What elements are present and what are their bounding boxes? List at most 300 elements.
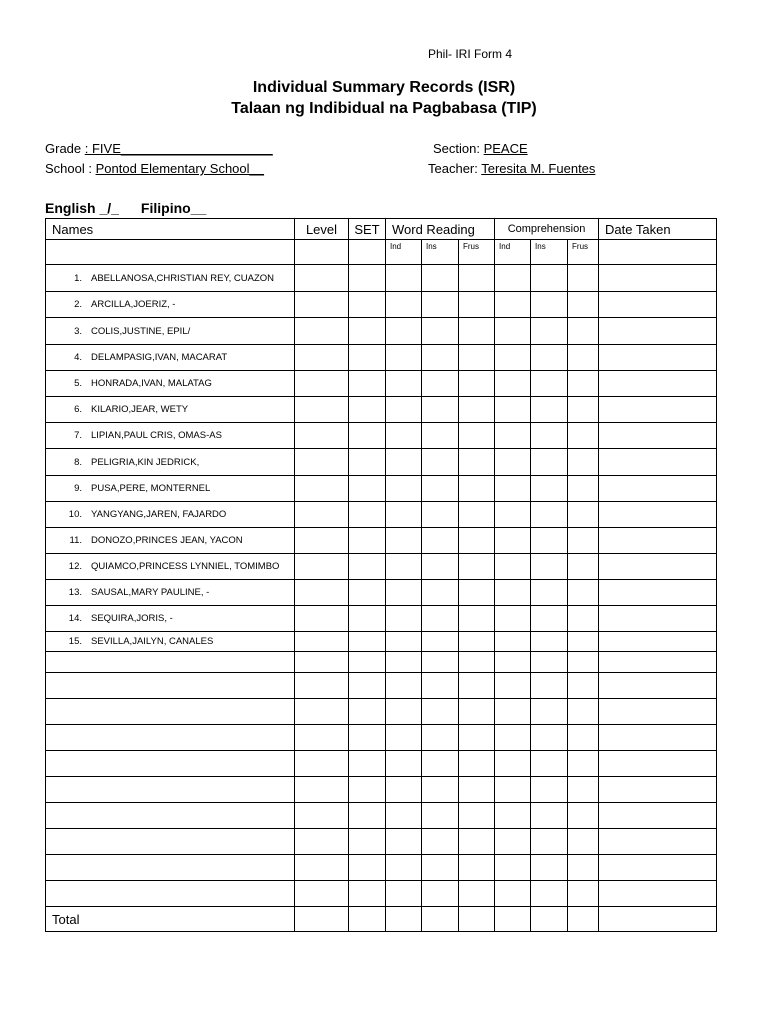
score-cell xyxy=(459,476,495,502)
score-cell xyxy=(386,881,422,907)
score-cell xyxy=(599,777,717,803)
student-name-cell xyxy=(46,292,295,318)
score-cell xyxy=(531,476,568,502)
score-cell xyxy=(349,632,386,652)
student-name: PELIGRIA,KIN JEDRICK, xyxy=(91,456,200,468)
score-cell xyxy=(422,476,459,502)
score-cell xyxy=(459,751,495,777)
score-cell xyxy=(422,371,459,397)
blank-cell xyxy=(46,240,295,265)
score-cell xyxy=(349,502,386,528)
score-cell xyxy=(599,423,717,449)
score-cell xyxy=(495,907,531,932)
score-cell xyxy=(568,502,599,528)
score-cell xyxy=(295,803,349,829)
score-cell xyxy=(599,528,717,554)
score-cell xyxy=(495,554,531,580)
score-cell xyxy=(46,751,295,777)
blank-cell xyxy=(599,240,717,265)
student-row xyxy=(46,345,717,371)
score-cell xyxy=(531,725,568,751)
score-cell xyxy=(568,345,599,371)
score-cell xyxy=(568,855,599,881)
student-row xyxy=(46,449,717,476)
score-cell xyxy=(459,528,495,554)
score-cell xyxy=(495,502,531,528)
empty-row xyxy=(46,751,717,777)
score-cell xyxy=(531,554,568,580)
score-cell xyxy=(568,829,599,855)
score-cell xyxy=(459,632,495,652)
score-cell xyxy=(531,881,568,907)
subheader-row xyxy=(46,240,717,265)
student-name-cell xyxy=(46,476,295,502)
score-cell xyxy=(459,502,495,528)
score-cell xyxy=(349,606,386,632)
score-cell xyxy=(599,699,717,725)
student-number: 1. xyxy=(74,272,82,284)
date-taken-header: Date Taken xyxy=(599,219,717,240)
score-cell xyxy=(386,725,422,751)
grade-value: : FIVE_____________________ xyxy=(84,141,273,156)
score-cell xyxy=(46,829,295,855)
score-cell xyxy=(46,699,295,725)
score-cell xyxy=(495,673,531,699)
student-number: 5. xyxy=(74,378,82,389)
score-cell xyxy=(422,265,459,292)
score-cell xyxy=(495,881,531,907)
score-cell xyxy=(422,292,459,318)
score-cell xyxy=(386,345,422,371)
score-cell xyxy=(495,580,531,606)
score-cell xyxy=(459,803,495,829)
empty-row xyxy=(46,777,717,803)
score-cell xyxy=(349,580,386,606)
score-cell xyxy=(349,803,386,829)
student-number: 6. xyxy=(74,404,82,415)
school-value: Pontod Elementary School__ xyxy=(95,161,264,176)
score-cell xyxy=(295,397,349,423)
score-cell xyxy=(349,345,386,371)
teacher-label: Teacher: xyxy=(428,161,482,176)
score-cell xyxy=(495,528,531,554)
score-cell xyxy=(459,345,495,371)
score-cell xyxy=(295,907,349,932)
score-cell xyxy=(599,881,717,907)
score-cell xyxy=(495,652,531,673)
student-row xyxy=(46,318,717,345)
score-cell xyxy=(46,777,295,803)
score-cell xyxy=(531,907,568,932)
score-cell xyxy=(349,476,386,502)
blank-cell xyxy=(295,240,349,265)
score-cell xyxy=(295,580,349,606)
score-cell xyxy=(422,829,459,855)
score-cell xyxy=(531,292,568,318)
score-cell xyxy=(422,502,459,528)
filipino-option: Filipino__ xyxy=(140,200,207,216)
score-cell xyxy=(531,580,568,606)
score-cell xyxy=(568,423,599,449)
score-cell xyxy=(568,580,599,606)
score-cell xyxy=(422,423,459,449)
score-cell xyxy=(295,632,349,652)
score-cell xyxy=(599,673,717,699)
score-cell xyxy=(386,855,422,881)
score-cell xyxy=(295,829,349,855)
student-number: 4. xyxy=(74,352,82,363)
score-cell xyxy=(386,803,422,829)
score-cell xyxy=(422,554,459,580)
student-name-cell xyxy=(46,449,295,476)
score-cell xyxy=(599,803,717,829)
score-cell xyxy=(295,652,349,673)
student-name: DELAMPASIG,IVAN, MACARAT xyxy=(91,352,228,363)
language-selector xyxy=(45,200,206,216)
score-cell xyxy=(422,528,459,554)
score-cell xyxy=(568,554,599,580)
student-row xyxy=(46,502,717,528)
score-cell xyxy=(386,371,422,397)
score-cell xyxy=(459,829,495,855)
score-cell xyxy=(386,673,422,699)
score-cell xyxy=(349,318,386,345)
empty-row xyxy=(46,829,717,855)
score-cell xyxy=(349,751,386,777)
score-cell xyxy=(531,803,568,829)
score-cell xyxy=(295,699,349,725)
score-cell xyxy=(531,318,568,345)
total-label: Total xyxy=(46,907,295,932)
score-cell xyxy=(599,265,717,292)
score-cell xyxy=(386,397,422,423)
score-cell xyxy=(531,449,568,476)
grade-field xyxy=(45,141,273,156)
student-row xyxy=(46,528,717,554)
student-row xyxy=(46,476,717,502)
score-cell xyxy=(295,449,349,476)
score-cell xyxy=(386,292,422,318)
score-cell xyxy=(295,725,349,751)
score-cell xyxy=(349,423,386,449)
empty-row xyxy=(46,881,717,907)
wr-ind-header: Ind xyxy=(386,240,422,265)
student-name-cell xyxy=(46,580,295,606)
set-header: SET xyxy=(349,219,386,240)
score-cell xyxy=(459,449,495,476)
score-cell xyxy=(495,632,531,652)
score-cell xyxy=(295,554,349,580)
score-cell xyxy=(422,751,459,777)
score-cell xyxy=(568,907,599,932)
score-cell xyxy=(599,476,717,502)
score-cell xyxy=(531,528,568,554)
student-name: LIPIAN,PAUL CRIS, OMAS-AS xyxy=(91,430,222,441)
empty-row xyxy=(46,725,717,751)
score-cell xyxy=(349,371,386,397)
student-name: KILARIO,JEAR, WETY xyxy=(91,404,189,415)
score-cell xyxy=(459,855,495,881)
score-cell xyxy=(295,528,349,554)
student-row xyxy=(46,632,717,652)
student-number: 10. xyxy=(68,509,82,520)
score-cell xyxy=(295,345,349,371)
score-cell xyxy=(495,803,531,829)
score-cell xyxy=(459,371,495,397)
empty-row xyxy=(46,652,717,673)
score-cell xyxy=(568,673,599,699)
student-name-cell xyxy=(46,265,295,292)
student-name-cell xyxy=(46,632,295,652)
score-cell xyxy=(599,829,717,855)
student-name: ARCILLA,JOERIZ, - xyxy=(91,299,176,310)
score-cell xyxy=(422,725,459,751)
score-cell xyxy=(599,502,717,528)
score-cell xyxy=(422,855,459,881)
student-name-cell xyxy=(46,345,295,371)
score-cell xyxy=(568,449,599,476)
wr-ins-header: Ins xyxy=(422,240,459,265)
score-cell xyxy=(459,725,495,751)
score-cell xyxy=(599,449,717,476)
score-cell xyxy=(422,397,459,423)
score-cell xyxy=(495,397,531,423)
score-cell xyxy=(599,580,717,606)
student-name: SEVILLA,JAILYN, CANALES xyxy=(91,636,214,647)
score-cell xyxy=(459,777,495,803)
score-cell xyxy=(531,699,568,725)
score-cell xyxy=(568,632,599,652)
student-name: YANGYANG,JAREN, FAJARDO xyxy=(91,509,227,520)
score-cell xyxy=(495,292,531,318)
score-cell xyxy=(531,652,568,673)
score-cell xyxy=(531,265,568,292)
score-cell xyxy=(495,606,531,632)
score-cell xyxy=(46,652,295,673)
score-cell xyxy=(386,554,422,580)
student-number: 13. xyxy=(68,587,82,598)
student-number: 2. xyxy=(74,299,82,310)
score-cell xyxy=(295,371,349,397)
score-cell xyxy=(386,528,422,554)
score-cell xyxy=(599,371,717,397)
score-cell xyxy=(568,265,599,292)
score-cell xyxy=(386,632,422,652)
score-cell xyxy=(295,265,349,292)
score-cell xyxy=(495,829,531,855)
score-cell xyxy=(568,318,599,345)
names-header: Names xyxy=(46,219,295,240)
score-cell xyxy=(568,777,599,803)
student-row xyxy=(46,606,717,632)
score-cell xyxy=(46,673,295,699)
score-cell xyxy=(495,751,531,777)
student-number: 11. xyxy=(69,535,82,546)
score-cell xyxy=(459,652,495,673)
student-number: 8. xyxy=(74,456,82,468)
score-cell xyxy=(386,580,422,606)
score-cell xyxy=(599,397,717,423)
word-reading-header: Word Reading xyxy=(386,219,495,240)
score-cell xyxy=(495,345,531,371)
score-cell xyxy=(349,777,386,803)
score-cell xyxy=(599,554,717,580)
score-cell xyxy=(459,423,495,449)
score-cell xyxy=(386,449,422,476)
student-number: 7. xyxy=(74,430,82,441)
score-cell xyxy=(422,673,459,699)
score-cell xyxy=(459,907,495,932)
score-cell xyxy=(495,449,531,476)
student-row xyxy=(46,580,717,606)
score-cell xyxy=(495,476,531,502)
score-cell xyxy=(568,881,599,907)
score-cell xyxy=(568,725,599,751)
score-cell xyxy=(295,855,349,881)
level-header: Level xyxy=(295,219,349,240)
score-cell xyxy=(531,829,568,855)
student-name: SEQUIRA,JORIS, - xyxy=(91,613,173,624)
score-cell xyxy=(495,265,531,292)
student-name: DONOZO,PRINCES JEAN, YACON xyxy=(91,535,243,546)
student-name-cell xyxy=(46,371,295,397)
student-name-cell xyxy=(46,528,295,554)
student-name-cell xyxy=(46,606,295,632)
student-row xyxy=(46,371,717,397)
score-cell xyxy=(531,751,568,777)
isr-table xyxy=(45,218,717,932)
score-cell xyxy=(295,751,349,777)
score-cell xyxy=(531,855,568,881)
student-row xyxy=(46,265,717,292)
score-cell xyxy=(422,803,459,829)
student-name-cell xyxy=(46,502,295,528)
score-cell xyxy=(46,725,295,751)
score-cell xyxy=(459,699,495,725)
teacher-value: Teresita M. Fuentes xyxy=(481,161,596,176)
student-number: 9. xyxy=(74,483,82,494)
score-cell xyxy=(386,476,422,502)
score-cell xyxy=(386,751,422,777)
score-cell xyxy=(495,423,531,449)
empty-row xyxy=(46,673,717,699)
score-cell xyxy=(295,502,349,528)
score-cell xyxy=(495,855,531,881)
student-number: 15. xyxy=(68,636,82,647)
score-cell xyxy=(422,580,459,606)
english-option: English _/_ xyxy=(45,200,119,216)
score-cell xyxy=(422,632,459,652)
student-name-cell xyxy=(46,423,295,449)
score-cell xyxy=(295,606,349,632)
score-cell xyxy=(349,725,386,751)
score-cell xyxy=(46,881,295,907)
score-cell xyxy=(349,829,386,855)
score-cell xyxy=(386,699,422,725)
score-cell xyxy=(531,397,568,423)
score-cell xyxy=(386,777,422,803)
student-number: 12. xyxy=(68,561,82,572)
score-cell xyxy=(495,777,531,803)
score-cell xyxy=(349,292,386,318)
student-name: ABELLANOSA,CHRISTIAN REY, CUAZON xyxy=(91,272,275,284)
document-subtitle: Talaan ng Indibidual na Pagbabasa (TIP) xyxy=(231,100,537,117)
total-row xyxy=(46,907,717,932)
score-cell xyxy=(459,554,495,580)
score-cell xyxy=(459,673,495,699)
score-cell xyxy=(295,881,349,907)
score-cell xyxy=(568,292,599,318)
score-cell xyxy=(531,345,568,371)
grade-label: Grade xyxy=(45,141,85,156)
score-cell xyxy=(599,345,717,371)
score-cell xyxy=(422,881,459,907)
score-cell xyxy=(495,725,531,751)
score-cell xyxy=(386,502,422,528)
score-cell xyxy=(349,397,386,423)
score-cell xyxy=(599,855,717,881)
student-name: HONRADA,IVAN, MALATAG xyxy=(91,378,212,389)
score-cell xyxy=(422,318,459,345)
score-cell xyxy=(599,751,717,777)
score-cell xyxy=(568,371,599,397)
empty-row xyxy=(46,803,717,829)
section-field xyxy=(433,141,528,156)
score-cell xyxy=(568,476,599,502)
score-cell xyxy=(599,725,717,751)
score-cell xyxy=(599,318,717,345)
score-cell xyxy=(295,292,349,318)
student-number: 3. xyxy=(74,325,82,337)
student-name: PUSA,PERE, MONTERNEL xyxy=(91,483,211,494)
wr-frus-header: Frus xyxy=(459,240,495,265)
score-cell xyxy=(531,502,568,528)
score-cell xyxy=(46,803,295,829)
score-cell xyxy=(599,606,717,632)
score-cell xyxy=(495,371,531,397)
score-cell xyxy=(495,318,531,345)
score-cell xyxy=(568,751,599,777)
score-cell xyxy=(349,699,386,725)
score-cell xyxy=(295,476,349,502)
score-cell xyxy=(349,554,386,580)
student-name: QUIAMCO,PRINCESS LYNNIEL, TOMIMBO xyxy=(91,561,280,572)
score-cell xyxy=(422,907,459,932)
score-cell xyxy=(459,580,495,606)
score-cell xyxy=(531,673,568,699)
score-cell xyxy=(46,855,295,881)
score-cell xyxy=(531,423,568,449)
student-name-cell xyxy=(46,554,295,580)
score-cell xyxy=(295,423,349,449)
section-label: Section: xyxy=(433,141,484,156)
score-cell xyxy=(422,345,459,371)
score-cell xyxy=(295,777,349,803)
score-cell xyxy=(386,423,422,449)
score-cell xyxy=(531,606,568,632)
score-cell xyxy=(531,777,568,803)
student-row xyxy=(46,292,717,318)
document-title: Individual Summary Records (ISR) xyxy=(252,79,516,96)
score-cell xyxy=(422,606,459,632)
score-cell xyxy=(531,632,568,652)
score-cell xyxy=(599,632,717,652)
student-row xyxy=(46,397,717,423)
score-cell xyxy=(349,673,386,699)
score-cell xyxy=(422,777,459,803)
score-cell xyxy=(386,652,422,673)
score-cell xyxy=(459,881,495,907)
